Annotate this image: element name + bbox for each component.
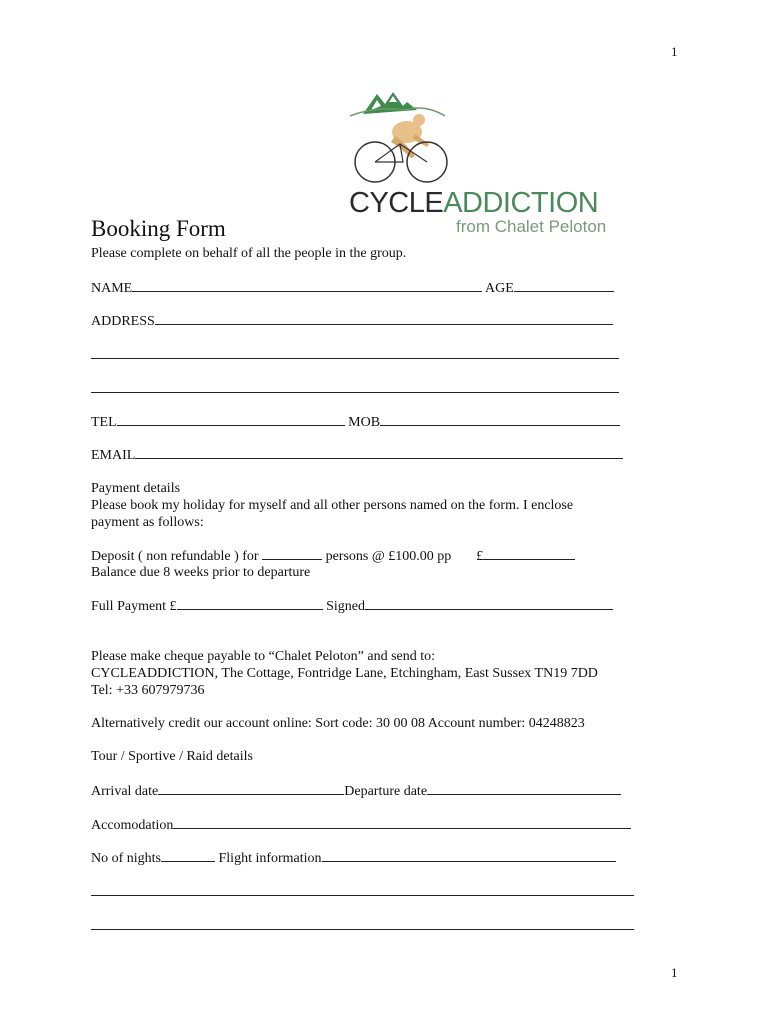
page-number-top: 1 — [671, 44, 678, 59]
deposit-persons-field[interactable] — [262, 548, 322, 560]
payment-heading: Payment details — [91, 481, 181, 496]
address-row — [91, 313, 613, 330]
mob-field[interactable] — [380, 414, 620, 426]
name-age-row — [91, 280, 614, 297]
email-label: EMAIL — [91, 448, 136, 463]
age-label: AGE — [484, 281, 514, 296]
address-field-3[interactable] — [91, 392, 619, 393]
address-field-1[interactable] — [155, 313, 613, 325]
mob-label: MOB — [348, 415, 381, 430]
accommodation-field[interactable] — [173, 817, 631, 829]
payment-text-2: payment as follows: — [91, 515, 204, 530]
online-payment-text: Alternatively credit our account online: Sort code: 30 00 08 Account number: 04248823 — [91, 716, 585, 731]
deposit-label: Deposit ( non refundable ) for — [91, 549, 259, 564]
full-payment-field[interactable] — [177, 598, 323, 610]
postal-address: CYCLEADDICTION, The Cottage, Fontridge Lane, Etchingham, East Sussex TN19 7DD — [91, 666, 598, 681]
page-number-bottom: 1 — [671, 965, 678, 980]
name-label: NAME — [91, 281, 133, 296]
email-field[interactable] — [135, 447, 623, 459]
contact-tel: Tel: +33 607979736 — [91, 683, 205, 698]
accommodation-row — [91, 817, 631, 834]
nights-flight-row — [91, 850, 616, 867]
arrival-label: Arrival date — [91, 784, 159, 799]
page-title: Booking Form — [91, 216, 226, 241]
departure-date-field[interactable] — [427, 783, 621, 795]
logo-tagline: from Chalet Peloton — [456, 217, 607, 236]
deposit-currency: £ — [476, 549, 484, 564]
flight-field[interactable] — [322, 850, 616, 862]
age-field[interactable] — [514, 280, 614, 292]
dates-row — [91, 783, 621, 800]
tel-label: TEL — [91, 415, 117, 430]
flight-field-3[interactable] — [91, 929, 634, 930]
full-payment-row — [91, 598, 613, 615]
nights-field[interactable] — [161, 850, 215, 862]
flight-label: Flight information — [218, 851, 322, 866]
deposit-row — [91, 548, 575, 565]
payment-text-1: Please book my holiday for myself and all other persons named on the form. I enclose — [91, 498, 574, 513]
intro-text: Please complete on behalf of all the people in the group. — [91, 246, 407, 261]
flight-field-2[interactable] — [91, 895, 634, 896]
cheque-text: Please make cheque payable to “Chalet Peloton” and send to: — [91, 649, 436, 664]
signature-field[interactable] — [365, 598, 613, 610]
accommodation-label: Accomodation — [91, 818, 174, 833]
deposit-rate-label: persons @ £100.00 pp — [325, 549, 452, 564]
signed-label: Signed — [326, 599, 365, 614]
email-row — [91, 447, 623, 464]
balance-text: Balance due 8 weeks prior to departure — [91, 565, 311, 580]
departure-label: Departure date — [344, 784, 428, 799]
arrival-date-field[interactable] — [158, 783, 344, 795]
address-field-2[interactable] — [91, 358, 619, 359]
tour-heading: Tour / Sportive / Raid details — [91, 749, 253, 764]
address-label: ADDRESS — [91, 314, 155, 329]
tel-field[interactable] — [117, 414, 345, 426]
full-payment-label: Full Payment £ — [91, 599, 177, 614]
name-field[interactable] — [132, 280, 482, 292]
nights-label: No of nights — [91, 851, 161, 866]
logo-wordmark: CYCLEADDICTION — [349, 187, 599, 219]
deposit-amount-field[interactable] — [483, 548, 575, 560]
tel-mob-row — [91, 414, 620, 431]
